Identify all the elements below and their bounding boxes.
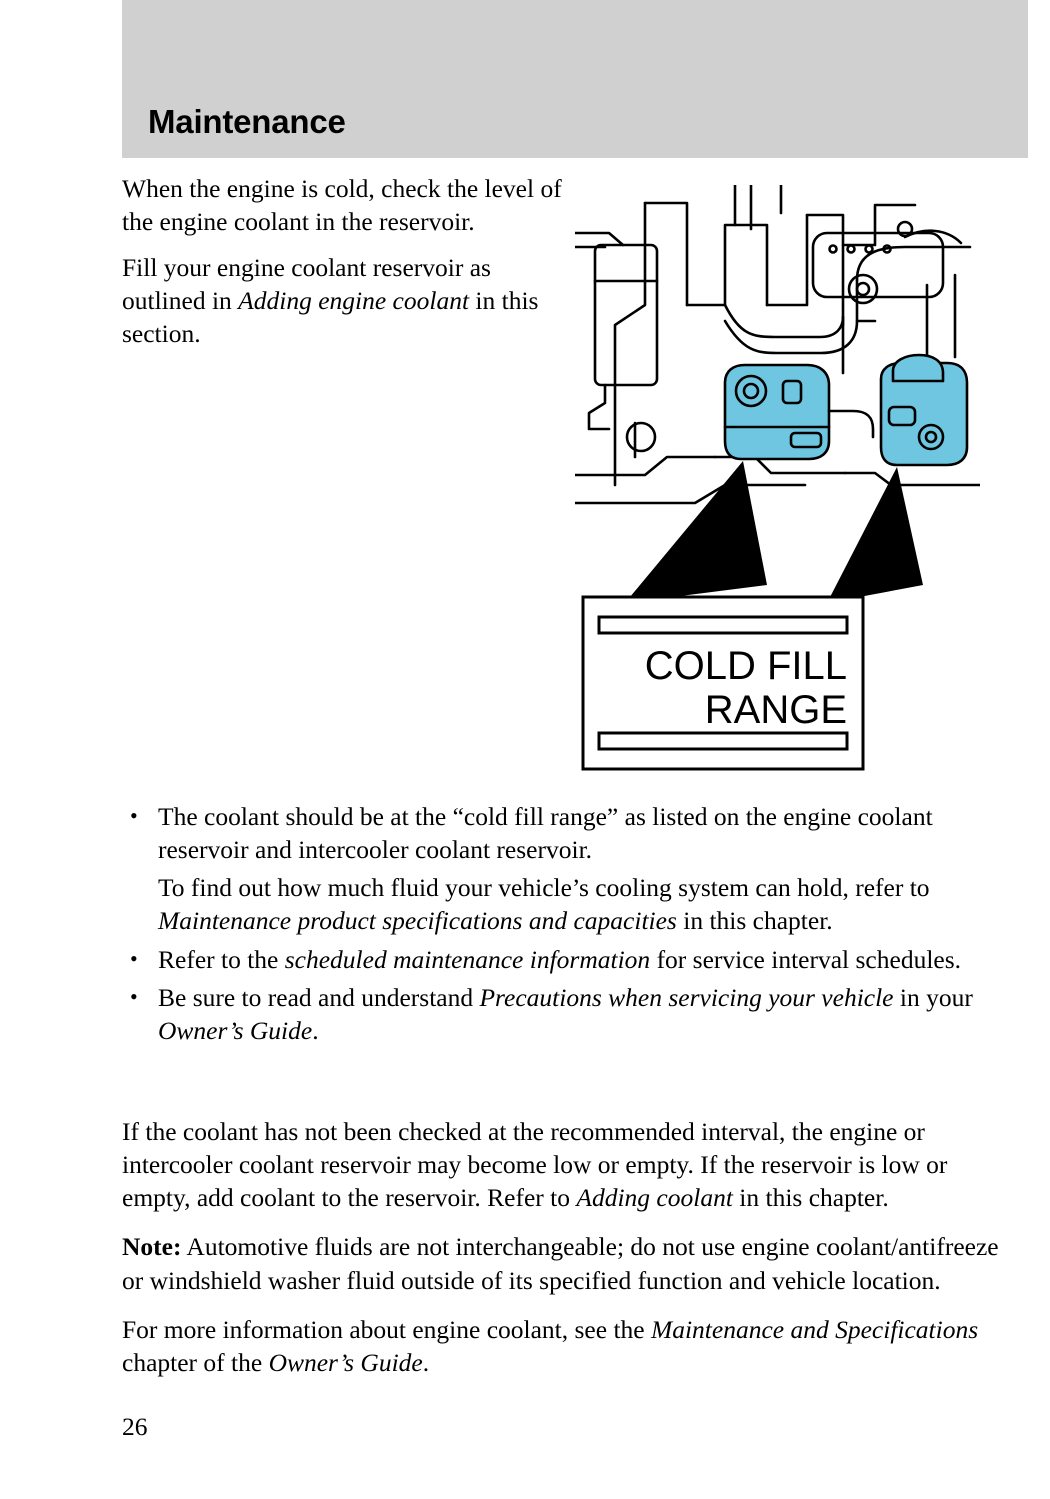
body-p3-italic-1: Maintenance and Specifications [650,1314,979,1344]
bullet-3-italic-2: Owner’s Guide [158,1015,313,1045]
intro-p2-italic: Adding engine coolant [238,285,470,315]
sub-para-text-b: in this chapter. [676,906,833,936]
bullet-2-italic: scheduled maintenance information [284,944,651,974]
list-item [122,800,1022,866]
intro-p2-text-a: Fill your engine coolant reservoir as outlined in [122,253,491,315]
bullet-2-text-a: Refer to the [158,944,285,974]
engine-coolant-illustration [575,185,980,775]
bullet-3-text-c: . [312,1015,319,1045]
intro-paragraph-2 [122,252,577,350]
body-paragraphs [122,1115,1022,1395]
body-p3-italic-2: Owner’s Guide [268,1347,423,1377]
bullet-list [122,800,1022,1052]
intro-column [122,173,577,350]
intro-paragraph-1: When the engine is cold, check the level of the engine coolant in the reservoir. [122,174,562,236]
note-paragraph [122,1230,1022,1296]
intro-p2-text-b: in this section. [122,285,539,348]
bullet-3-text-b: in your [893,982,973,1012]
svg-text:COLD FILL: COLD FILL [644,644,847,688]
svg-text:RANGE: RANGE [704,688,847,732]
bullet-1-text: The coolant should be at the “cold fill range” as listed on the engine coolant reservoir and intercooler coolant reservoir. [158,802,933,865]
sub-para-text-a: To find out how much fluid your vehicle’s cooling system can hold, refer to [158,873,930,903]
body-paragraph-1 [122,1115,1022,1214]
body-paragraph-3 [122,1313,1022,1379]
bullet-2-text-b: for service interval schedules. [650,944,962,974]
bullet-3-italic-1: Precautions when servicing your vehicle [479,982,894,1012]
body-p3-text-c: . [422,1347,430,1377]
list-item [122,943,1022,976]
body-p1-text-b: in this chapter. [732,1183,889,1213]
body-p3-text-b: chapter of the [122,1347,269,1377]
body-p1-italic: Adding coolant [576,1183,733,1213]
bullet-marker-icon: • [130,983,138,1009]
sub-paragraph [122,871,1022,937]
bullet-3-text-a: Be sure to read and understand [158,982,480,1012]
bullet-marker-icon: • [130,803,138,828]
bullet-marker-icon: • [130,945,138,971]
page-title: Maintenance [148,103,346,140]
page-number: 26 [122,1412,148,1441]
list-item [122,981,1022,1047]
sub-para-italic: Maintenance product specifications and capacities [158,906,677,936]
body-p3-text-a: For more information about engine coolant, see the [122,1314,651,1344]
note-text: Automotive fluids are not interchangeable; do not use engine coolant/antifreeze or windshield washer fluid outside of its specified function and vehicle location. [122,1232,999,1295]
body-p1-text-a: If the coolant has not been checked at the recommended interval, the engine or intercooler coolant reservoir may become low or empty. If the reservoir is low or empty, add coolant to the reservoir. Refer to [122,1117,948,1213]
note-label: Note: [122,1232,182,1262]
